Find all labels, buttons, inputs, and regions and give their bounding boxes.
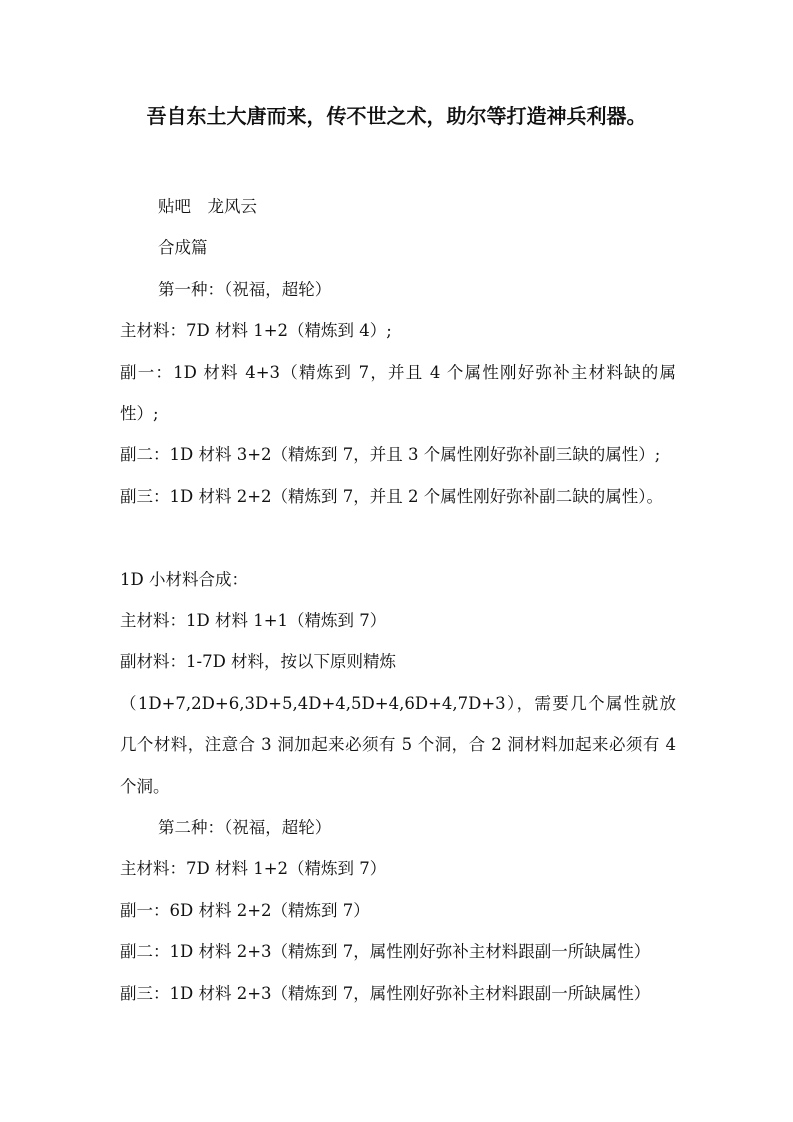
- small-material-rules: （1D+7,2D+6,3D+5,4D+4,5D+4,6D+4,7D+3），需要几个属性就放几个材料，注意合 3 洞加起来必须有 5 个洞，合 2 洞材料加起来必须有 4 个洞。: [120, 693, 676, 796]
- small-material-main: 主材料：1D 材料 1+1（精炼到 7）: [120, 611, 387, 631]
- method-one-main-material: 主材料：7D 材料 1+2（精炼到 4）;: [120, 321, 392, 341]
- method-two-sub-two: 副二：1D 材料 2+3（精炼到 7，属性刚好弥补主材料跟副一所缺属性）: [120, 942, 651, 962]
- document-title: 吾自东土大唐而来，传不世之术，助尔等打造神兵利器。: [146, 104, 647, 128]
- section-heading: 合成篇: [158, 238, 208, 258]
- method-one-sub-one: 副一：1D 材料 4+3（精炼到 7，并且 4 个属性刚好弥补主材料缺的属性）;: [120, 362, 676, 424]
- method-two-heading: 第二种：（祝福，超轮）: [158, 818, 332, 838]
- method-two-sub-one: 副一：6D 材料 2+2（精炼到 7）: [120, 900, 370, 920]
- method-one-sub-three: 副三：1D 材料 2+2（精炼到 7，并且 2 个属性刚好弥补副二缺的属性）。: [120, 486, 664, 506]
- method-two-sub-three: 副三：1D 材料 2+3（精炼到 7，属性刚好弥补主材料跟副一所缺属性）: [120, 983, 651, 1003]
- document-body: [120, 186, 676, 1014]
- small-material-sub: 副材料：1-7D 材料，按以下原则精炼: [120, 652, 397, 672]
- method-one-heading: 第一种：（祝福，超轮）: [158, 279, 332, 299]
- small-material-heading: 1D 小材料合成：: [120, 569, 248, 589]
- author-line: 贴吧 龙风云: [158, 197, 257, 216]
- method-two-main-material: 主材料：7D 材料 1+2（精炼到 7）: [120, 859, 387, 879]
- method-one-sub-two: 副二：1D 材料 3+2（精炼到 7，并且 3 个属性刚好弥补副三缺的属性）;: [120, 445, 661, 465]
- blank-line: [120, 517, 676, 558]
